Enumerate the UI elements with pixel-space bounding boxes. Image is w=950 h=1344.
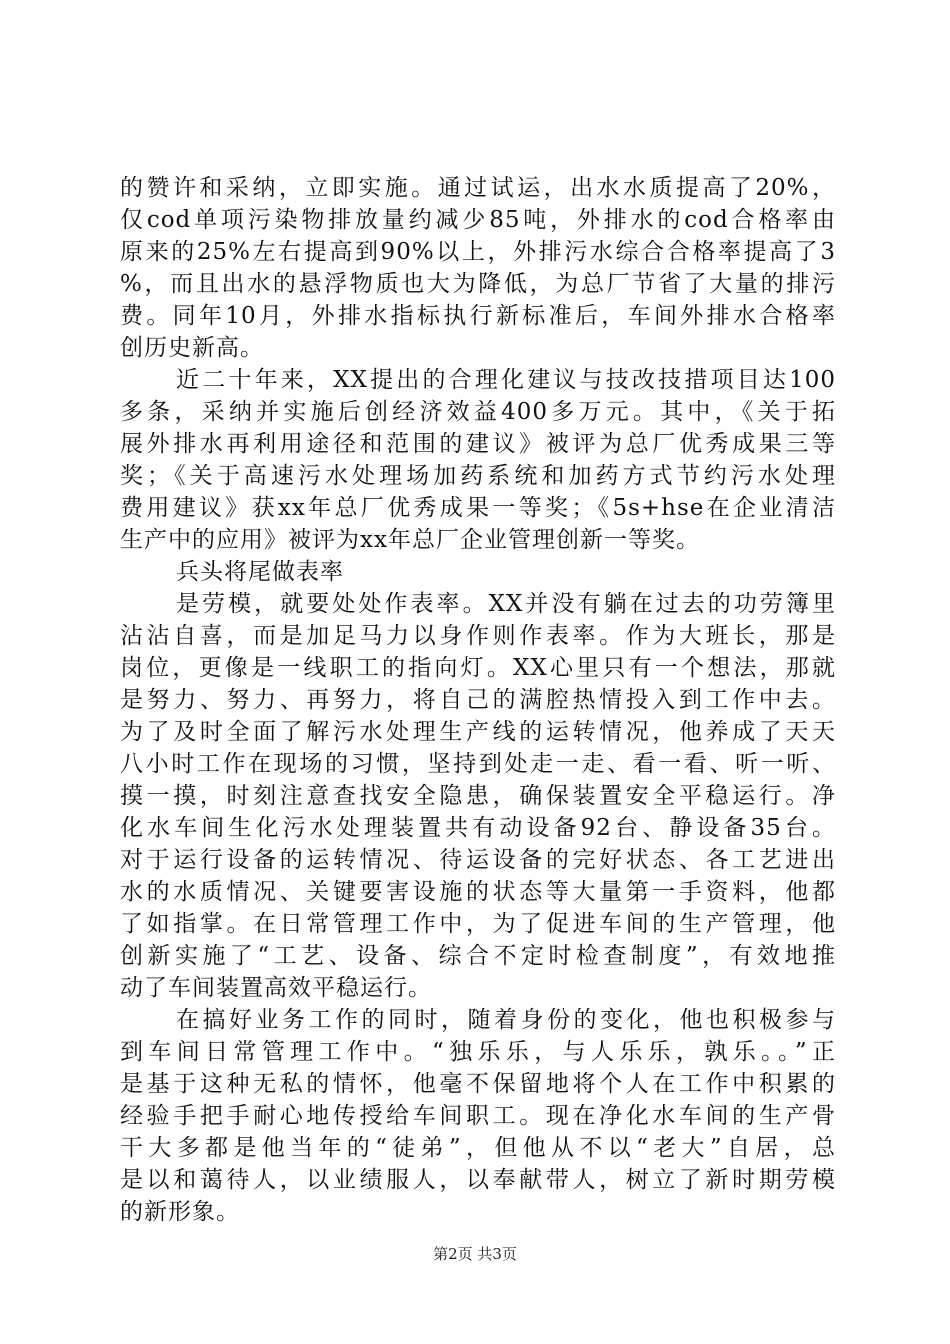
- text-line: 是劳模，就要处处作表率。XX并没有躺在过去的功劳簿里: [176, 591, 836, 617]
- text-line: 是基于这种无私的情怀，他毫不保留地将个人在工作中积累的: [120, 1071, 836, 1097]
- text-line: 展外排水再利用途径和范围的建议》被评为总厂优秀成果三等: [120, 431, 836, 457]
- text-line: 干大多都是他当年的“徒弟”，但他从不以“老大”自居，总: [120, 1135, 836, 1161]
- text-line: 了如指掌。在日常管理工作中，为了促进车间的生产管理，他: [120, 911, 836, 937]
- text-line: 动了车间装置高效平稳运行。: [120, 975, 432, 1001]
- text-line: 是努力、努力、再努力，将自己的满腔热情投入到工作中去。: [120, 687, 836, 713]
- text-line: 到车间日常管理工作中。“独乐乐，与人乐乐，孰乐。。”正: [120, 1039, 836, 1065]
- text-line: 化水车间生化污水处理装置共有动设备92台、静设备35台。: [120, 815, 836, 841]
- text-line: 的赞许和采纳，立即实施。通过试运，出水水质提高了20%，: [120, 175, 836, 201]
- text-line: 生产中的应用》被评为xx年总厂企业管理创新一等奖。: [120, 527, 700, 553]
- text-line: 水的水质情况、关键要害设施的状态等大量第一手资料，他都: [120, 879, 836, 905]
- text-line: 经验手把手耐心地传授给车间职工。现在净化水车间的生产骨: [120, 1103, 836, 1129]
- page-footer: 第2页 共3页: [433, 1245, 517, 1263]
- text-line: 对于运行设备的运转情况、待运设备的完好状态、各工艺进出: [120, 847, 836, 873]
- text-line: 岗位，更像是一线职工的指向灯。XX心里只有一个想法，那就: [120, 655, 836, 681]
- text-line: 创新实施了“工艺、设备、综合不定时检查制度”，有效地推: [120, 943, 836, 969]
- text-line: %，而且出水的悬浮物质也大为降低，为总厂节省了大量的排污: [120, 271, 836, 297]
- text-line: 创历史新高。: [120, 335, 264, 361]
- text-line: 费用建议》获xx年总厂优秀成果一等奖；《5s+hse在企业清洁: [120, 495, 836, 521]
- text-line: 的新形象。: [120, 1199, 240, 1225]
- text-line: 费。同年10月，外排水指标执行新标准后，车间外排水合格率: [120, 303, 836, 329]
- text-line: 原来的25%左右提高到90%以上，外排污水综合合格率提高了3: [120, 239, 836, 265]
- text-line: 在搞好业务工作的同时，随着身份的变化，他也积极参与: [176, 1007, 836, 1033]
- text-line: 沾沾自喜，而是加足马力以身作则作表率。作为大班长，那是: [120, 623, 836, 649]
- text-line: 为了及时全面了解污水处理生产线的运转情况，他养成了天天: [120, 719, 836, 745]
- text-line: 近二十年来，XX提出的合理化建议与技改技措项目达100: [176, 367, 836, 393]
- text-line: 仅cod单项污染物排放量约减少85吨，外排水的cod合格率由: [120, 207, 836, 233]
- text-line: 八小时工作在现场的习惯，坚持到处走一走、看一看、听一听、: [120, 751, 836, 777]
- text-line: 摸一摸，时刻注意查找安全隐患，确保装置安全平稳运行。净: [120, 783, 836, 809]
- text-line: 奖；《关于高速污水处理场加药系统和加药方式节约污水处理: [120, 463, 836, 489]
- section-heading: 兵头将尾做表率: [176, 559, 344, 585]
- text-line: 是以和蔼待人，以业绩服人，以奉献带人，树立了新时期劳模: [120, 1167, 836, 1193]
- text-line: 多条，采纳并实施后创经济效益400多万元。其中，《关于拓: [120, 399, 836, 425]
